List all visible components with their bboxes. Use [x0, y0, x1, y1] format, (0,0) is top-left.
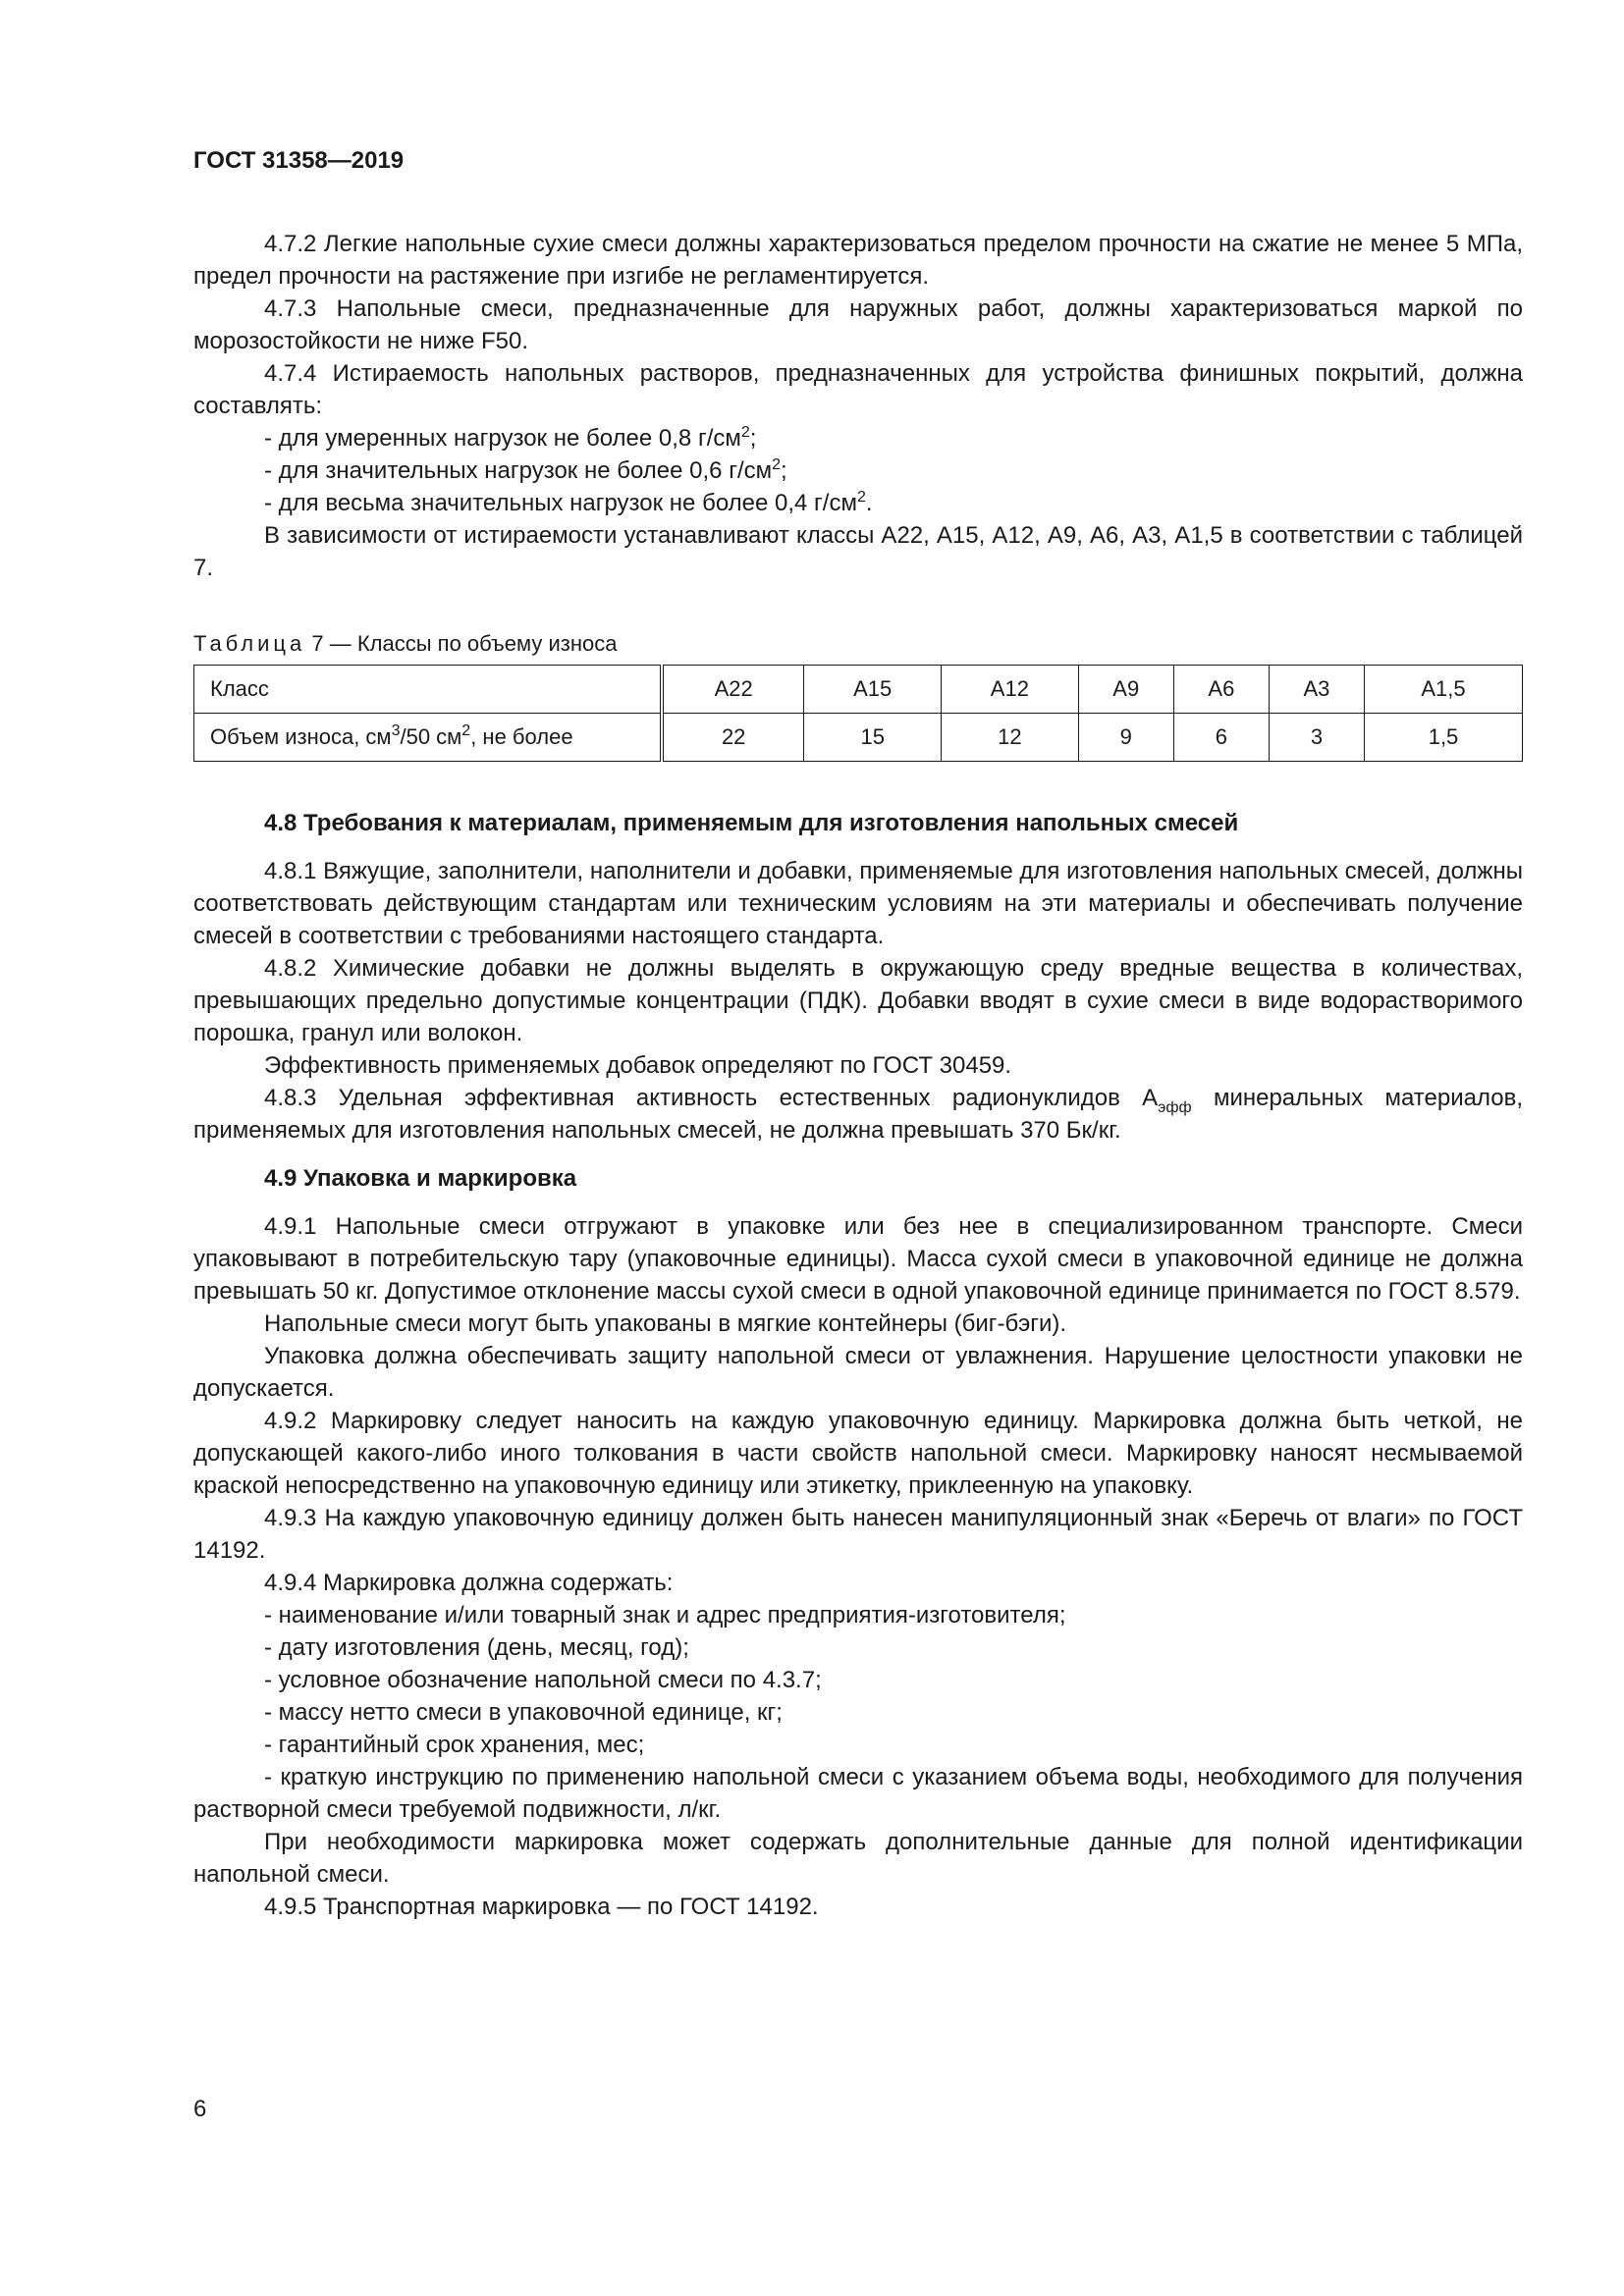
table-cell: А1,5: [1365, 666, 1523, 714]
table-cell: А9: [1078, 666, 1173, 714]
table-cell: 3: [1269, 714, 1364, 762]
list-item: - гарантийный срок хранения, мес;: [264, 1732, 645, 1758]
paragraph-4-7-4: 4.7.4 Истираемость напольных растворов, предназначенных для устройства финишных покрытий, должна составлять:: [193, 360, 1523, 419]
paragraph-4-9-5: 4.9.5 Транспортная маркировка — по ГОСТ 14192.: [264, 1894, 819, 1920]
list-item: - условное обозначение напольной смеси по 4.3.7;: [264, 1667, 822, 1693]
table-row: [194, 666, 1523, 714]
list-item: - наименование и/или товарный знак и адрес предприятия-изготовителя;: [264, 1602, 1066, 1629]
document-page: [193, 147, 1523, 1923]
paragraph-4-7-2: 4.7.2 Легкие напольные сухие смеси должны характеризоваться пределом прочности на сжатие не менее 5 МПа, предел прочности на растяжение при изгибе не регламентируется.: [193, 231, 1523, 290]
paragraph-additional-data: При необходимости маркировка может содержать дополнительные данные для полной идентификации напольной смеси.: [193, 1829, 1523, 1888]
table-caption: Таблица 7 — Классы по объему износа: [193, 631, 618, 656]
section-heading-4-8: 4.8 Требования к материалам, применяемым для изготовления напольных смесей: [264, 810, 1239, 836]
table-row-label: Объем износа, $см^3/50$ $см^2$, не более: [194, 714, 663, 762]
paragraph-4-9-2: 4.9.2 Маркировку следует наносить на каждую упаковочную единицу. Маркировка должна быть четкой, не допускающей какого-либо иного толкования в части свойств напольной смеси. Маркировку наносят несмываемой краской непосредственно на упаковочную единицу или этикетку, приклеенную на упаковку.: [193, 1408, 1523, 1499]
paragraph-additives: Эффективность применяемых добавок определяют по ГОСТ 30459.: [264, 1052, 1012, 1079]
list-item: - для весьма значительных нагрузок не более 0,4 $г/см^2$.: [264, 489, 873, 516]
wear-class-table: [193, 665, 1523, 762]
table-cell: А15: [804, 666, 942, 714]
table-cell: 6: [1173, 714, 1269, 762]
table-cell: 9: [1078, 714, 1173, 762]
list-item: - массу нетто смеси в упаковочной единице, кг;: [264, 1699, 783, 1726]
table-cell: А3: [1269, 666, 1364, 714]
paragraph-4-9-1: 4.9.1 Напольные смеси отгружают в упаковке или без нее в специализированном транспорте. Смеси упаковывают в потребительскую тару (упаковочные единицы). Масса сухой смеси в упаковочной единице не должна превышать 50 кг. Допустимое отклонение массы сухой смеси в одной упаковочной единице принимается по ГОСТ 8.579.: [193, 1213, 1523, 1305]
table-cell: 15: [804, 714, 942, 762]
list-item: - для значительных нагрузок не более 0,6 $г/см^2$;: [264, 456, 787, 484]
paragraph-packaging: Упаковка должна обеспечивать защиту напольной смеси от увлажнения. Нарушение целостности упаковки не допускается.: [193, 1343, 1523, 1402]
list-item: - дату изготовления (день, месяц, год);: [264, 1634, 689, 1661]
paragraph-4-8-1: 4.8.1 Вяжущие, заполнители, наполнители и добавки, применяемые для изготовления напольных смесей, должны соответствовать действующим стандартам или техническим условиям на эти материалы и обеспечивать получение смесей в соответствии с требованиями настоящего стандарта.: [193, 858, 1523, 949]
paragraph-4-8-3: 4.8.3 Удельная эффективная активность естественных радионуклидов $А_{эфф}$ минеральных материалов, применяемых для изготовления напольных смесей, не должна превышать 370 Бк/кг.: [193, 1085, 1523, 1144]
table-cell: А22: [662, 666, 804, 714]
list-item: - краткую инструкцию по применению напольной смеси с указанием объема воды, необходимого для получения растворной смеси требуемой подвижности, л/кг.: [193, 1764, 1523, 1823]
table-row-label: Класс: [194, 666, 663, 714]
table-cell: А12: [942, 666, 1079, 714]
paragraph-4-7-3: 4.7.3 Напольные смеси, предназначенные для наружных работ, должны характеризоваться маркой по морозостойкости не ниже F50.: [193, 295, 1523, 354]
paragraph-classes: В зависимости от истираемости устанавливают классы А22, А15, А12, А9, А6, А3, А1,5 в соответствии с таблицей 7.: [193, 522, 1523, 581]
table-cell: 12: [942, 714, 1079, 762]
page-number: 6: [193, 2096, 207, 2122]
table-cell: А6: [1173, 666, 1269, 714]
table-cell: 1,5: [1365, 714, 1523, 762]
paragraph-big-bags: Напольные смеси могут быть упакованы в мягкие контейнеры (биг-бэги).: [264, 1310, 1067, 1337]
paragraph-4-9-4: 4.9.4 Маркировка должна содержать:: [264, 1570, 674, 1596]
table-cell: 22: [662, 714, 804, 762]
section-heading-4-9: 4.9 Упаковка и маркировка: [264, 1165, 577, 1192]
list-item: - для умеренных нагрузок не более 0,8 $г/см^2$;: [264, 424, 757, 452]
document-header: ГОСТ 31358—2019: [193, 147, 405, 174]
paragraph-4-9-3: 4.9.3 На каждую упаковочную единицу должен быть нанесен манипуляционный знак «Беречь от влаги» по ГОСТ 14192.: [193, 1505, 1523, 1564]
table-row: [194, 714, 1523, 762]
paragraph-4-8-2: 4.8.2 Химические добавки не должны выделять в окружающую среду вредные вещества в количествах, превышающих предельно допустимые концентрации (ПДК). Добавки вводят в сухие смеси в виде водорастворимого порошка, гранул или волокон.: [193, 955, 1523, 1046]
